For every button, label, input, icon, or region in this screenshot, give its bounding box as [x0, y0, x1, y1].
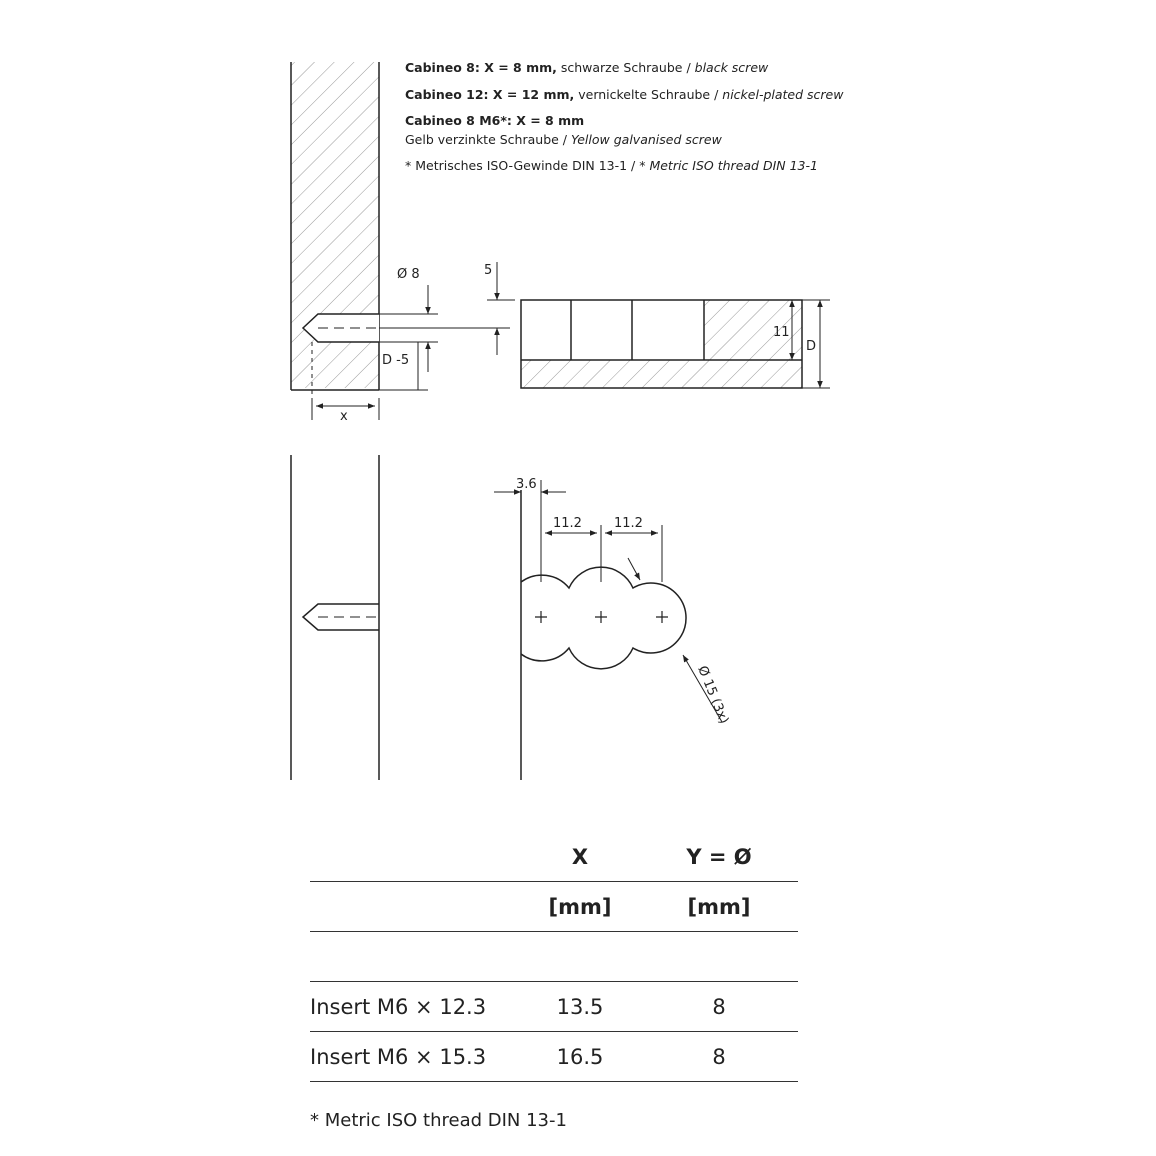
side-panel-face-view	[291, 455, 379, 780]
dim-d: D	[806, 339, 817, 354]
dim-pitch-2: 11.2	[614, 516, 643, 531]
bore-pattern-view	[494, 480, 722, 780]
row-x: 13.5	[520, 982, 640, 1032]
header-y: Y = Ø	[640, 832, 798, 882]
row-name: Insert M6 × 15.3	[310, 1032, 520, 1082]
note-cabineo-8: Cabineo 8: X = 8 mm, schwarze Schraube / black screw	[405, 60, 769, 75]
note-cabineo-8-m6: Cabineo 8 M6*: X = 8 mm	[405, 113, 585, 128]
dim-five: 5	[484, 263, 493, 278]
table-units-row	[310, 882, 798, 932]
dim-diameter-8: Ø 8	[397, 267, 420, 282]
header-x: X	[520, 832, 640, 882]
row-name: Insert M6 × 12.3	[310, 982, 520, 1032]
dim-three-six: 3.6	[516, 477, 537, 492]
bottom-panel-section	[521, 300, 830, 388]
units-x: [mm]	[520, 882, 640, 932]
dim-pitch-1: 11.2	[553, 516, 582, 531]
note-metric-thread: * Metrisches ISO-Gewinde DIN 13-1 / * Metric ISO thread DIN 13-1	[405, 158, 818, 173]
spec-table	[310, 832, 798, 1082]
note-yellow-screw: Gelb verzinkte Schraube / Yellow galvanised screw	[405, 132, 722, 147]
table-row	[310, 1032, 798, 1082]
notes-block	[405, 60, 844, 173]
dim-eleven: 11	[773, 325, 790, 340]
dim-x: x	[340, 409, 348, 424]
row-y: 8	[640, 1032, 798, 1082]
table-header-row	[310, 832, 798, 882]
dim-d-minus-5: D -5	[382, 353, 410, 368]
row-x: 16.5	[520, 1032, 640, 1082]
table-row	[310, 982, 798, 1032]
units-y: [mm]	[640, 882, 798, 932]
dim-diameter-15: Ø 15 (3x)	[694, 663, 732, 727]
row-y: 8	[640, 982, 798, 1032]
footnote: * Metric ISO thread DIN 13-1	[310, 1110, 567, 1131]
note-cabineo-12: Cabineo 12: X = 12 mm, vernickelte Schraube / nickel-plated screw	[405, 87, 844, 102]
table-spacer-row	[310, 932, 798, 982]
